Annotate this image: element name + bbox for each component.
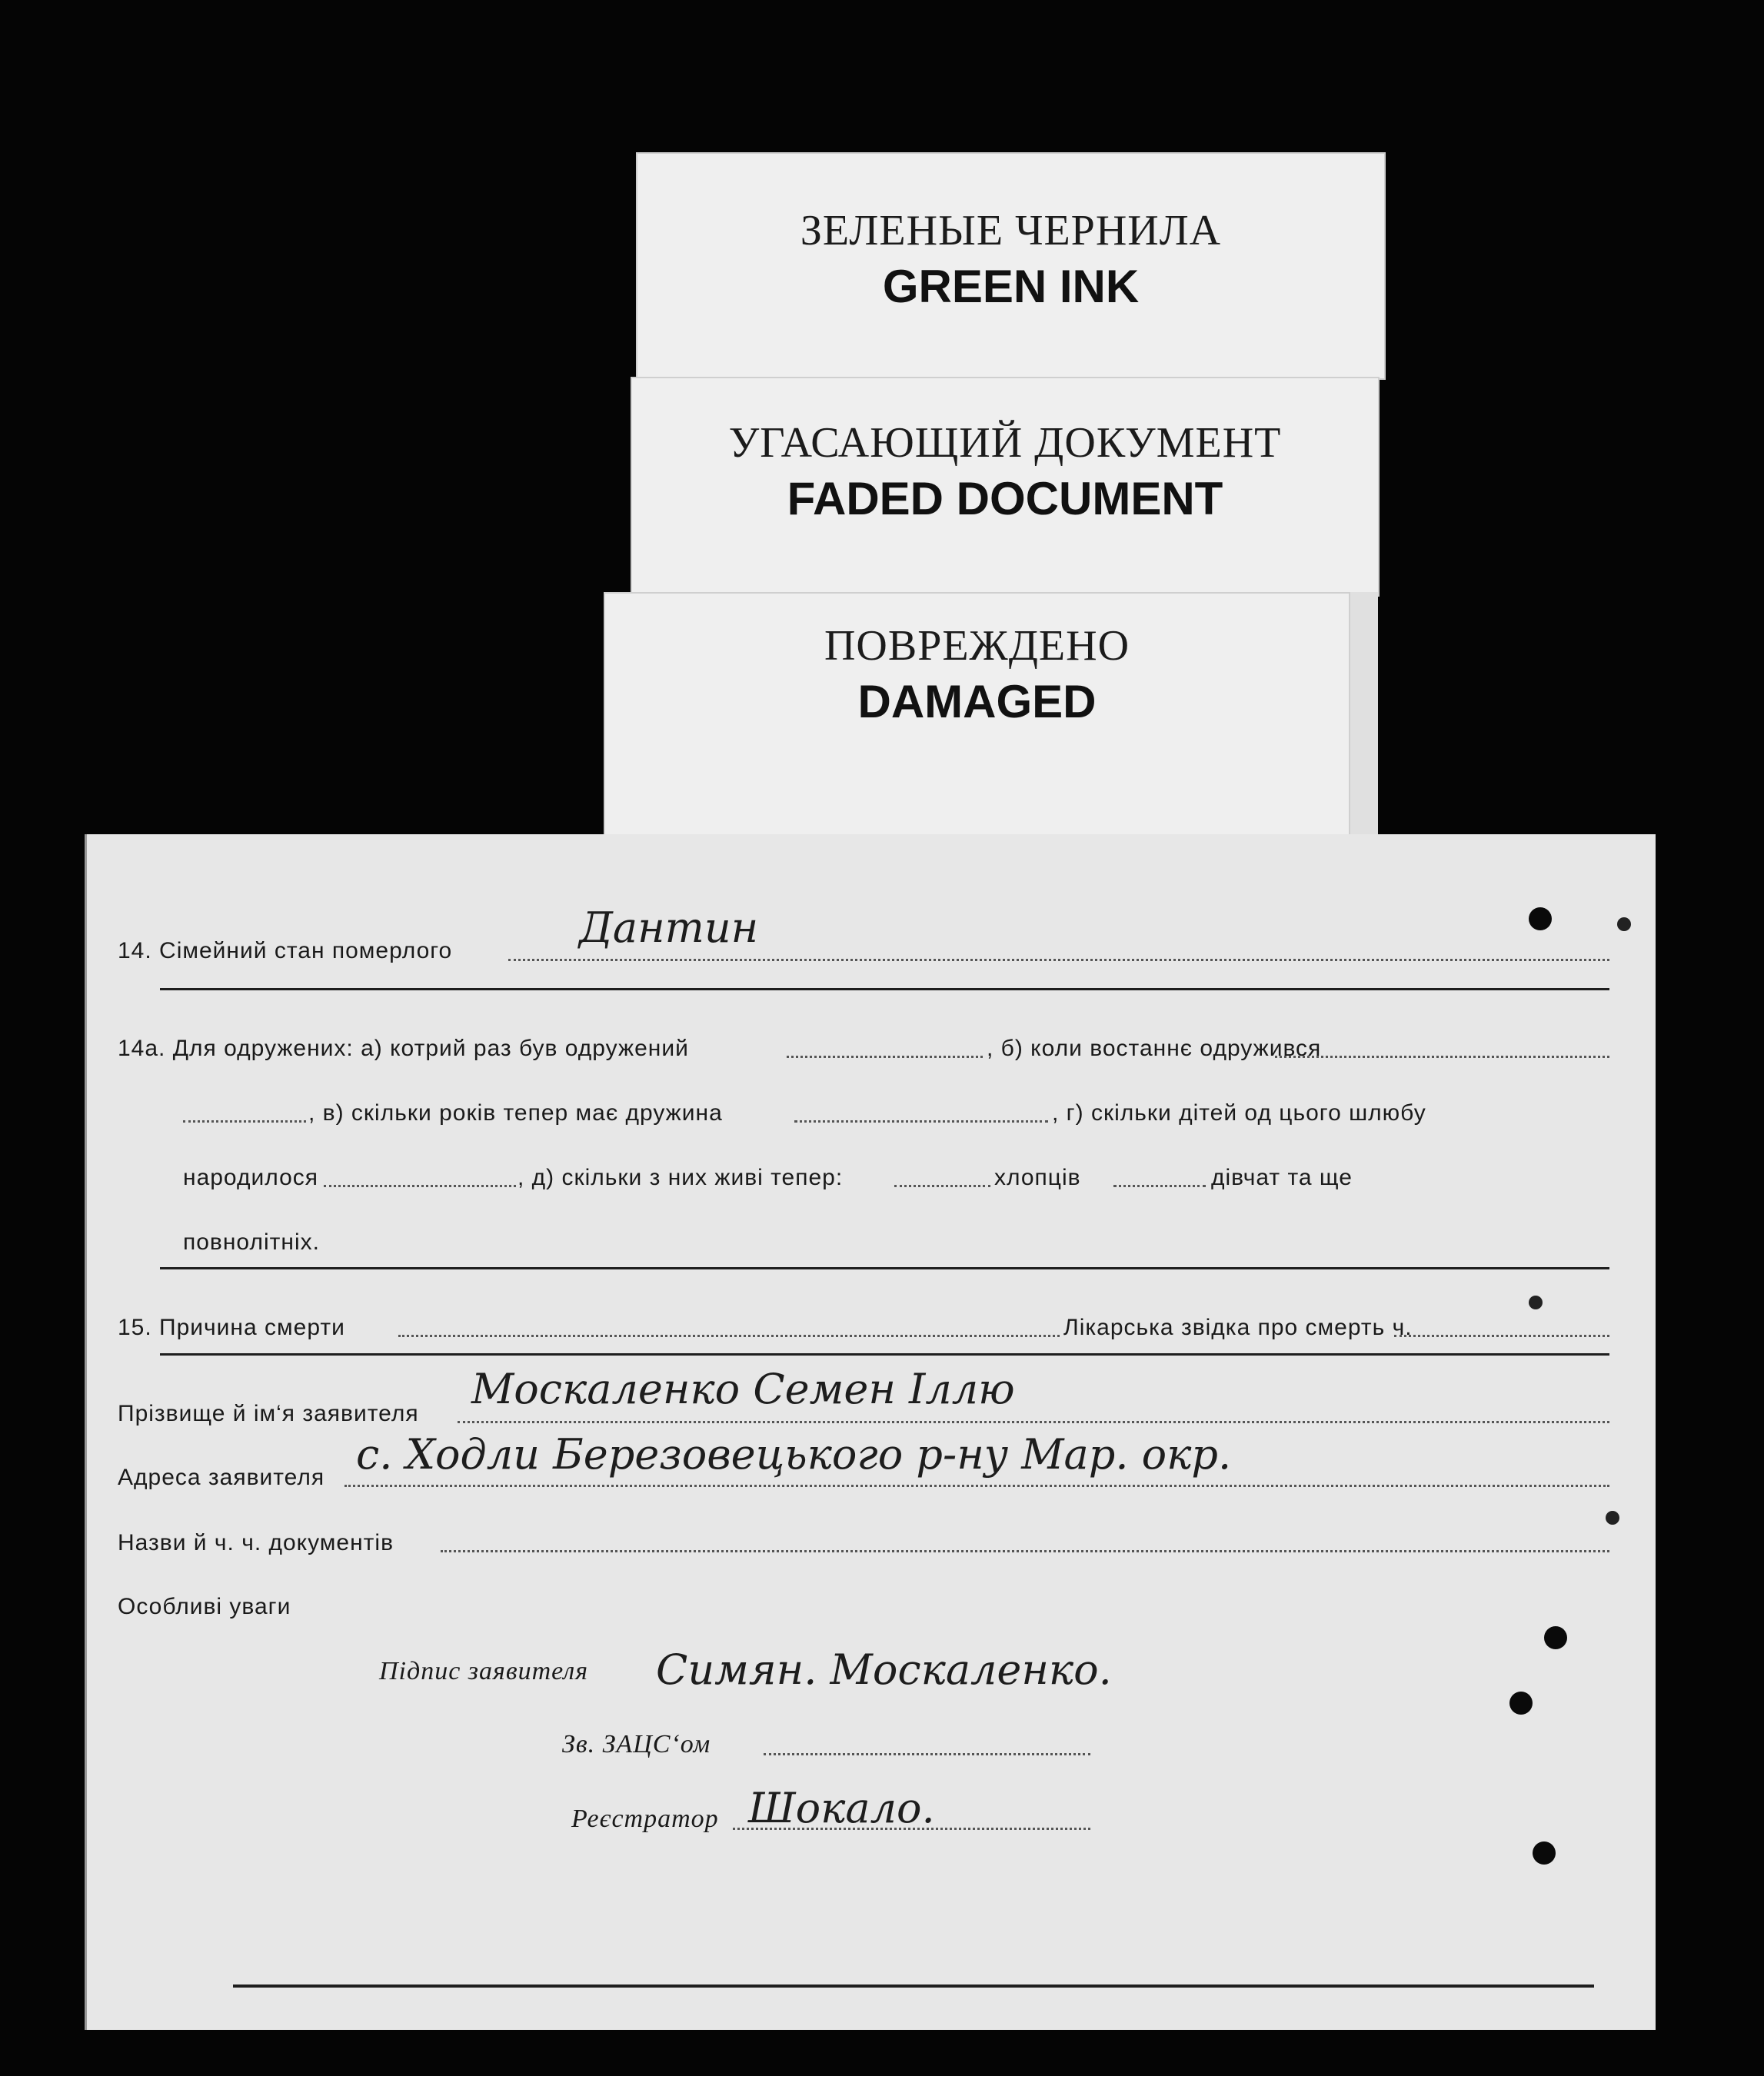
medical-certificate-label: Лікарська звідка про смерть ч.	[1063, 1315, 1413, 1340]
signature-handwritten: Симян. Москаленко.	[656, 1645, 1112, 1694]
punch-hole	[1509, 1692, 1533, 1715]
damaged-ru: ПОВРЕЖДЕНО	[824, 622, 1130, 670]
field-14-dotline	[508, 959, 1609, 961]
damaged-en: DAMAGED	[857, 676, 1097, 727]
faded-document-ru: УГАСАЮЩИЙ ДОКУМЕНТ	[728, 419, 1282, 467]
field-14a-a-dotline	[787, 1056, 983, 1058]
applicant-name-label: Прізвище й ім‘я заявителя	[118, 1401, 419, 1426]
signature-label: Підпис заявителя	[379, 1657, 589, 1685]
boys-dotline	[894, 1185, 990, 1187]
punch-hole	[1544, 1626, 1567, 1649]
green-ink-ru: ЗЕЛЕНЫЕ ЧЕРНИЛА	[800, 207, 1222, 255]
field-14a-v-label: , в) скільки років тепер має дружина	[308, 1100, 723, 1126]
registrar-label: Реєстратор	[571, 1805, 719, 1833]
field-14-handwritten: Дантин	[579, 903, 759, 952]
punch-hole	[1533, 1841, 1556, 1865]
card-edge-strip	[1347, 592, 1378, 834]
applicant-name-handwritten: Москаленко Семен Іллю	[471, 1365, 1015, 1413]
punch-hole	[1529, 1296, 1543, 1309]
boys-label: хлопців	[994, 1165, 1081, 1190]
field-14a-v-dotline	[794, 1120, 1048, 1123]
registrar-handwritten: Шокало.	[748, 1784, 935, 1832]
field-14-label: 14. Сімейний стан померлого	[118, 938, 453, 963]
green-ink-label-card	[636, 152, 1386, 380]
special-notes-label: Особливі уваги	[118, 1594, 291, 1619]
field-14a-g-label: , г) скільки дітей од цього шлюбу	[1052, 1100, 1426, 1126]
section-rule	[160, 988, 1609, 990]
girls-label: дівчат та ще	[1211, 1165, 1353, 1190]
faded-document-label-card	[631, 377, 1380, 597]
documents-label: Назви й ч. ч. документів	[118, 1530, 394, 1555]
field-14a-b-dotline	[1275, 1056, 1609, 1058]
damaged-label-card	[604, 592, 1350, 837]
punch-hole	[1529, 907, 1552, 930]
applicant-address-handwritten: с. Ходли Березовецького р-ну Мар. окр.	[356, 1430, 1232, 1479]
section-rule	[160, 1267, 1609, 1269]
born-label: народилося	[183, 1165, 318, 1190]
medical-certificate-dotline	[1394, 1335, 1609, 1337]
zags-dotline	[764, 1753, 1090, 1755]
field-14a-b2-dotline	[183, 1120, 306, 1123]
zags-label: Зв. ЗАЦС‘ом	[562, 1730, 711, 1758]
applicant-address-dotline	[344, 1485, 1609, 1487]
born-dotline	[324, 1185, 516, 1187]
documents-dotline	[441, 1550, 1609, 1552]
faded-document-en: FADED DOCUMENT	[787, 473, 1223, 524]
minors-label: повнолітніх.	[183, 1229, 320, 1255]
field-14a-label: 14а. Для одружених: а) котрий раз був одружений	[118, 1036, 689, 1061]
punch-hole	[1606, 1511, 1619, 1525]
girls-dotline	[1113, 1185, 1206, 1187]
death-record-form-sheet	[85, 834, 1656, 2030]
applicant-name-dotline	[458, 1421, 1609, 1423]
field-15-dotline	[398, 1335, 1060, 1337]
applicant-address-label: Адреса заявителя	[118, 1465, 325, 1490]
field-14a-d-label: , д) скільки з них живі тепер:	[518, 1165, 844, 1190]
field-15-label: 15. Причина смерти	[118, 1315, 345, 1340]
section-rule	[160, 1353, 1609, 1356]
green-ink-en: GREEN INK	[882, 261, 1140, 312]
punch-hole	[1617, 917, 1631, 931]
field-14a-b-label: , б) коли востаннє одружився	[987, 1036, 1322, 1061]
bottom-rule	[233, 1985, 1594, 1988]
